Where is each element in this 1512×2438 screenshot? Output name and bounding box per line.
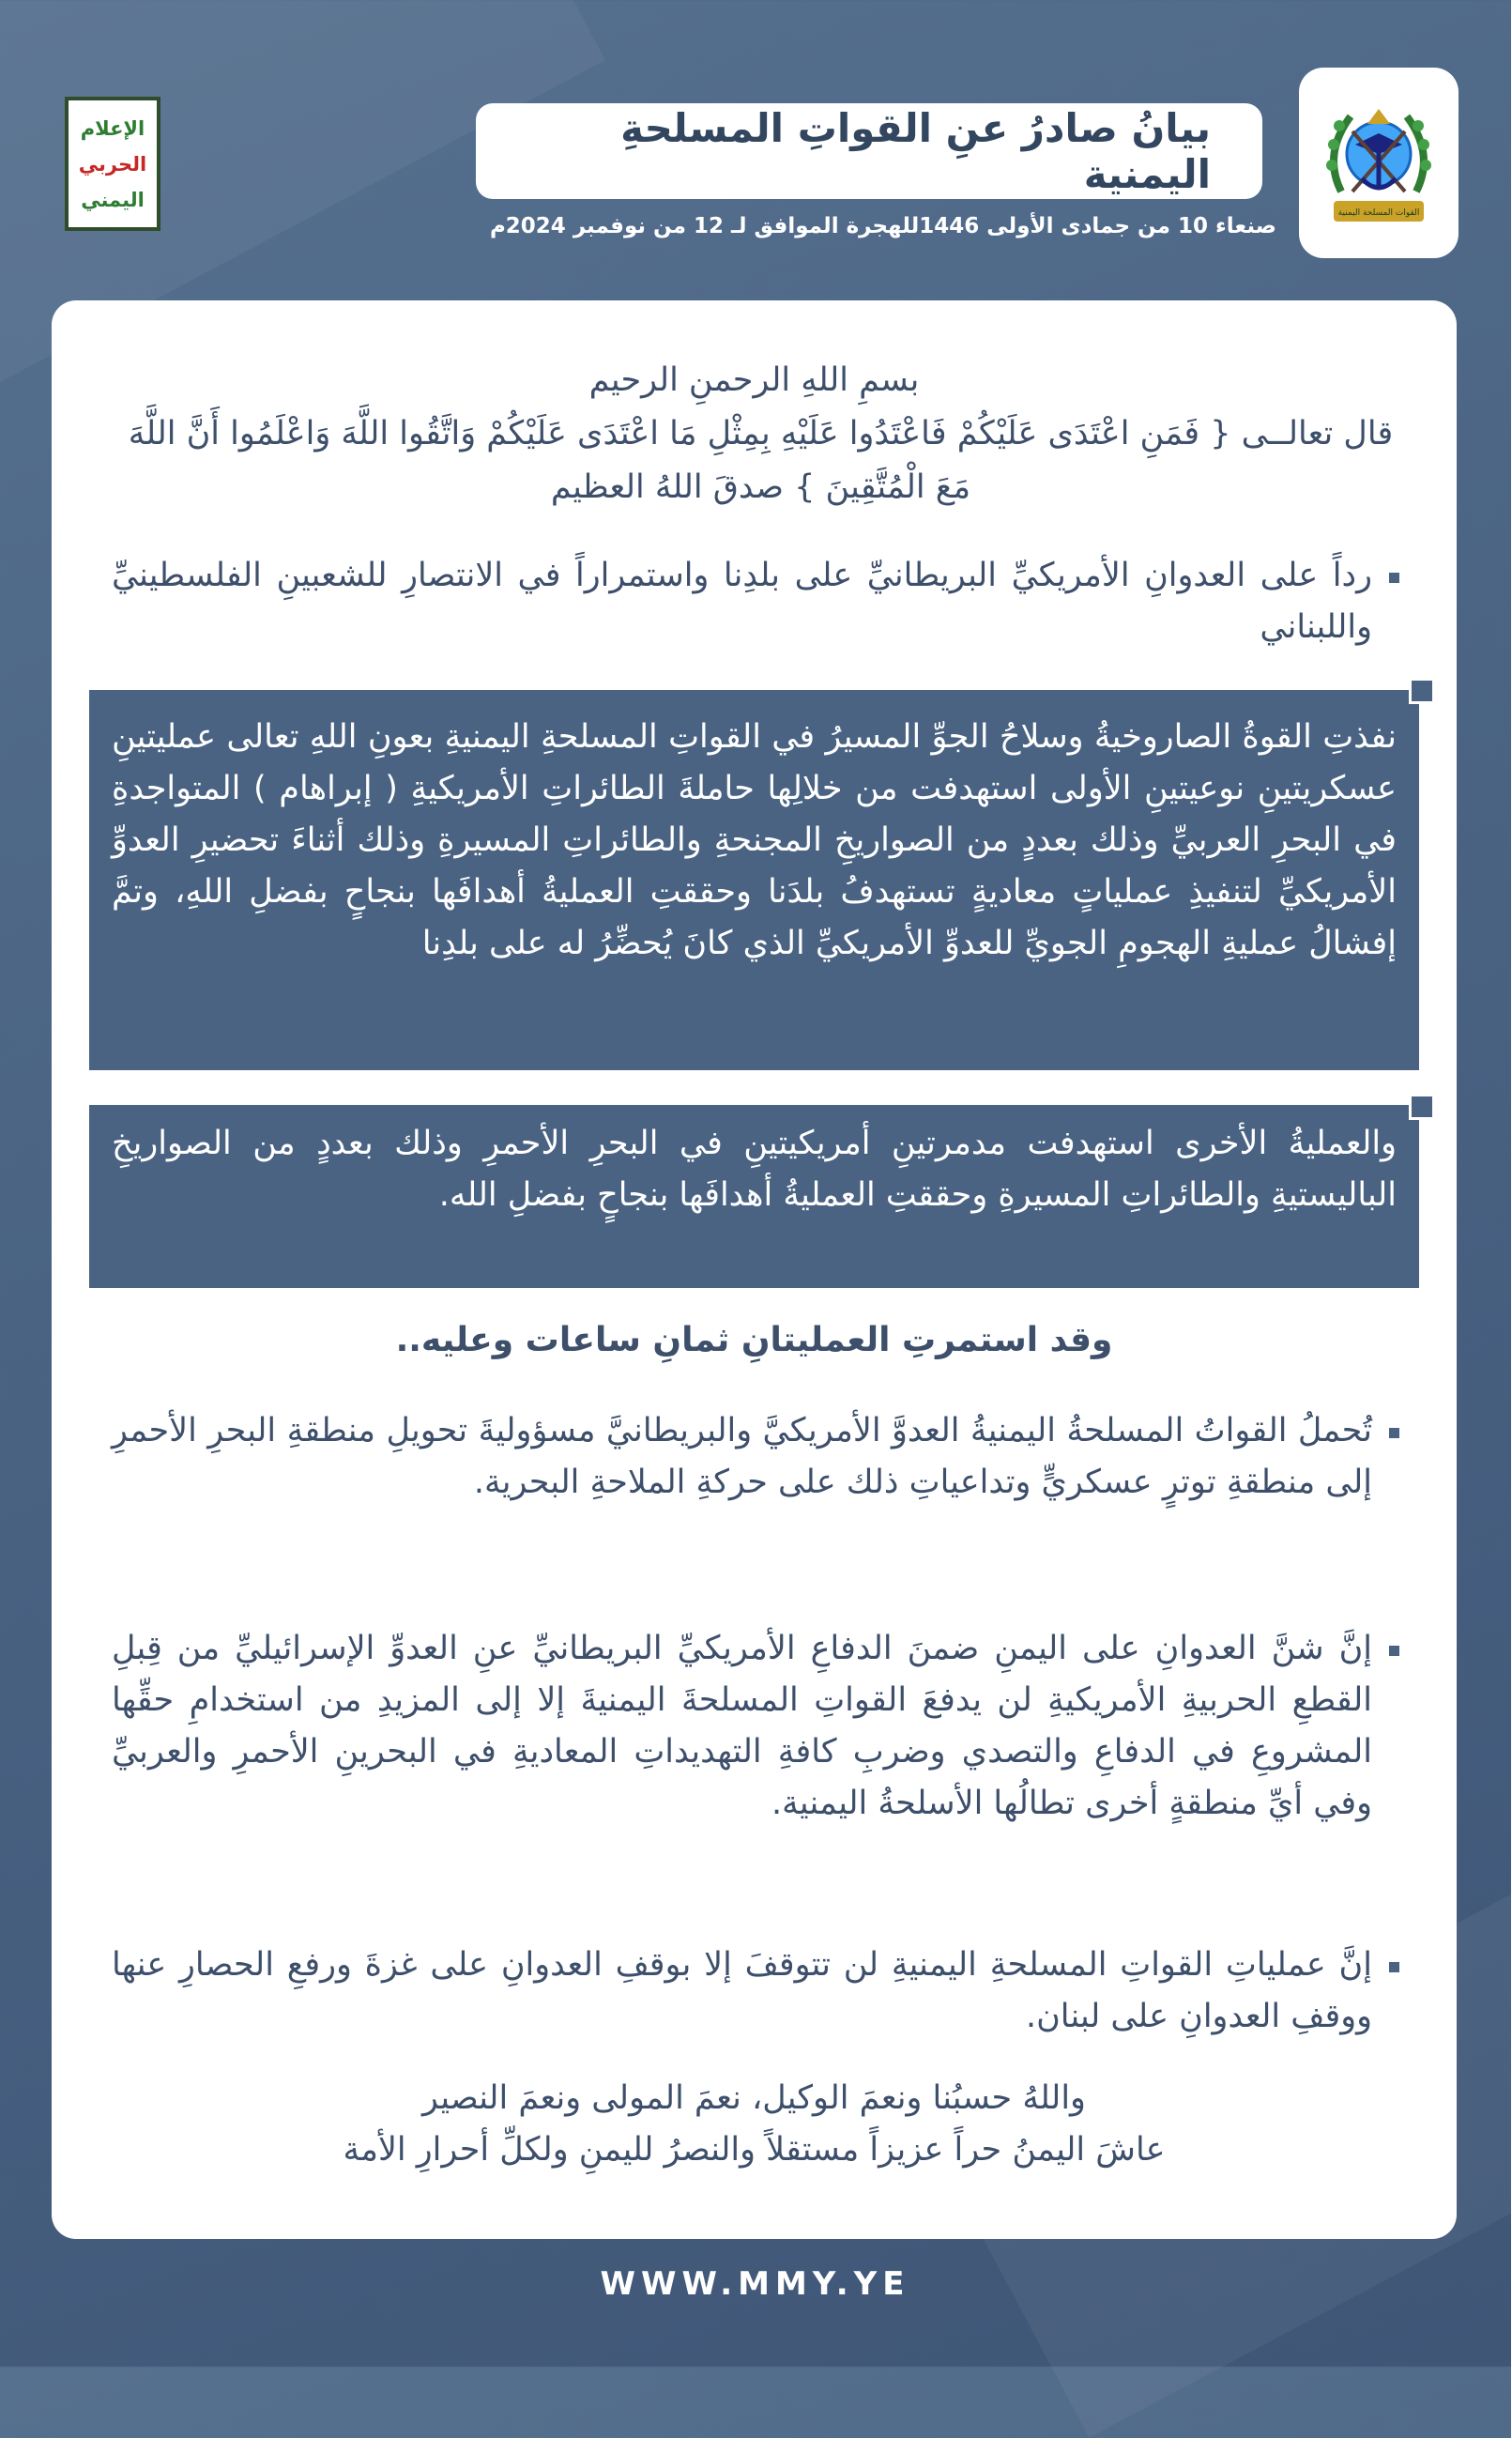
highlight-box-operation-1 <box>90 690 1420 1070</box>
logo-text-line: الإعلام <box>81 116 146 140</box>
bullet-icon <box>1390 1646 1400 1656</box>
statement-title-bar <box>477 103 1263 199</box>
armed-forces-emblem <box>1300 68 1459 258</box>
highlight-text-operation-1: نفذتِ القوةُ الصاروخيةُ وسلاحُ الجوِّ المسيرُ في القواتِ المسلحةِ اليمنيةِ بعونِ اللهِ تعالى عمليتينِ عسكريتينِ نوعيتينِ الأولى استهدفت من خلالِها حاملةَ الطائراتِ الأمريكيةِ ( إبراهام ) المتواجدةِ في البحرِ العربيِّ وذلك بعددٍ من الصواريخِ المجنحةِ والطائراتِ المسيرةِ وذلك أثناءَ تحضيرِ العدوِّ الأمريكيِّ لتنفيذِ عملياتٍ معاديةٍ تستهدفُ بلدَنا وحققتِ العمليةُ أهدافَها بنجاحٍ بفضلِ اللهِ، وتمَّ إفشالُ عمليةِ الهجومِ الجويِّ للعدوِّ الأمريكيِّ الذي كانَ يُحضِّرُ له على بلدِنا <box>113 718 1397 962</box>
highlight-corner-marker <box>1410 1094 1436 1120</box>
quran-verse: قال تعالــى { فَمَنِ اعْتَدَى عَلَيْكُمْ فَاعْتَدُوا عَلَيْهِ بِمِثْلِ مَا اعْتَدَى عَلَيْكُمْ وَاتَّقُوا اللَّهَ وَاعْلَمُوا أَنَّ اللَّهَ مَعَ الْمُتَّقِينَ } صدقَ اللهُ العظيم <box>129 415 1395 506</box>
highlight-corner-marker <box>1410 678 1436 704</box>
emblem-caption: القوات المسلحة اليمنية <box>1338 207 1421 218</box>
basmala: بسمِ اللهِ الرحمنِ الرحيم <box>589 361 921 399</box>
paragraph-conditions: إنَّ عملياتِ القواتِ المسلحةِ اليمنيةِ لن تتوقفَ إلا بوقفِ العدوانِ على غزةَ ورفعِ الحصارِ عنها ووقفِ العدوانِ على لبنان. <box>113 1946 1373 2035</box>
emblem-icon <box>1314 88 1445 238</box>
website-link[interactable]: WWW.MMY.YE <box>601 2265 911 2303</box>
statement-card <box>53 300 1458 2239</box>
logo-text-line: الحربي <box>79 152 148 176</box>
bullet-icon <box>1390 573 1400 583</box>
dateline: صنعاء 10 من جمادى الأولى 1446للهجرة الموافق لـ 12 من نوفمبر 2024م <box>490 214 1277 238</box>
bullet-icon <box>1390 1962 1400 1972</box>
closing-block <box>109 2073 1401 2176</box>
paragraph-responsibility: تُحملُ القواتُ المسلحةُ اليمنيةُ العدوَّ الأمريكيَّ والبريطانيَّ مسؤوليةَ تحويلِ منطقةِ البحرِ الأحمرِ إلى منطقةِ توترٍ عسكريٍّ وتداعياتِ ذلك على حركةِ الملاحةِ البحرية. <box>113 1412 1373 1501</box>
military-media-logo <box>66 97 161 231</box>
logo-text-line: اليمني <box>82 188 145 211</box>
closing-line: عاشَ اليمنُ حراً عزيزاً مستقلاً والنصرُ لليمنِ ولكلِّ أحرارِ الأمة <box>344 2131 1167 2169</box>
highlight-text-operation-2: والعمليةُ الأخرى استهدفت مدمرتينِ أمريكيتينِ في البحرِ الأحمرِ وذلك بعددٍ من الصواريخِ الباليستيةِ والطائراتِ المسيرةِ وحققتِ العمليةُ أهدافَها بنجاحٍ بفضلِ الله. <box>113 1125 1397 1214</box>
paragraph-intro: رداً على العدوانِ الأمريكيِّ البريطانيِّ على بلدِنا واستمراراً في الانتصارِ للشعبينِ الفلسطينيِّ واللبناني <box>113 557 1373 646</box>
statement-title: بيانُ صادرُ عنِ القواتِ المسلحةِ اليمنية <box>621 105 1212 197</box>
operations-duration-line: وقد استمرتِ العمليتانِ ثمانِ ساعات وعليه.. <box>396 1321 1114 1359</box>
paragraph-warning: إنَّ شنَّ العدوانِ على اليمنِ ضمنَ الدفاعِ الأمريكيِّ البريطانيِّ عنِ العدوِّ الإسرائيليِّ من قِبلِ القطعِ الحربيةِ الأمريكيةِ لن يدفعَ القواتِ المسلحةَ اليمنيةَ إلا إلى المزيدِ من استخدامِ حقِّها المشروعِ في الدفاعِ والتصدي وضربِ كافةِ التهديداتِ المعاديةِ في البحرينِ الأحمرِ والعربيِّ وفي أيِّ منطقةٍ أخرى تطالُها الأسلحةُ اليمنية. <box>113 1630 1373 1822</box>
highlight-box-operation-2 <box>90 1105 1420 1288</box>
bullet-icon <box>1390 1428 1400 1438</box>
closing-line: واللهُ حسبُنا ونعمَ الوكيل، نعمَ المولى ونعمَ النصير <box>423 2079 1087 2117</box>
